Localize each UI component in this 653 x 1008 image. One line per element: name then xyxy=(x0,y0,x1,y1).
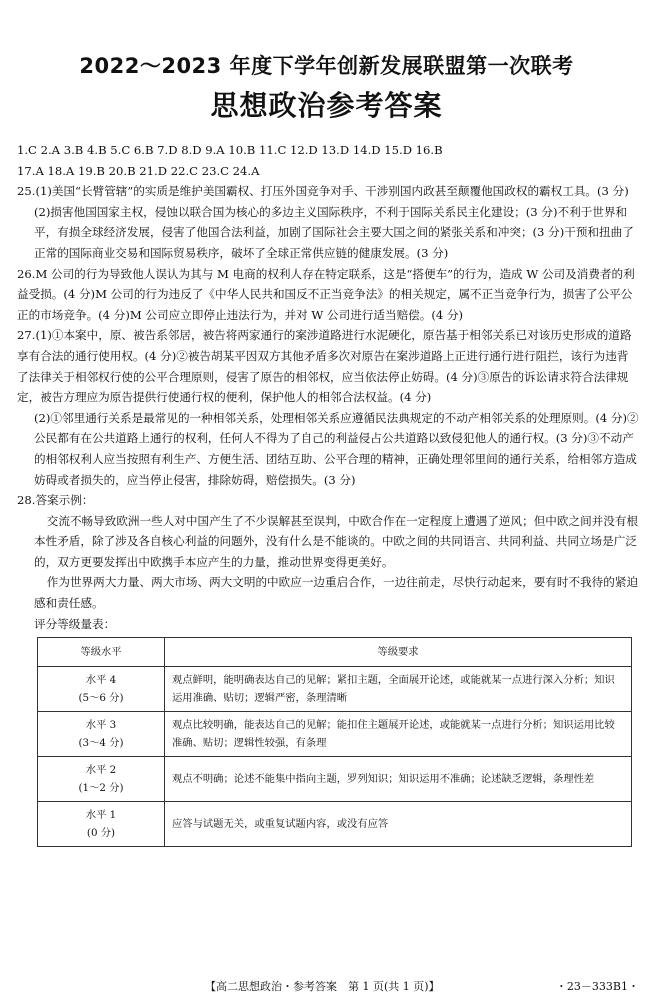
rubric-table xyxy=(37,637,632,847)
rubric-level-cell xyxy=(38,802,165,847)
rubric-level-cell xyxy=(38,757,165,802)
level-score: (1～2 分) xyxy=(78,782,124,795)
q25-part1: 25.(1)美国“长臂管辖”的实质是维护美国霸权、打压外国竞争对手、干涉别国内政甚至颠覆他国政权的霸权工具。(3 分) xyxy=(17,184,629,199)
rubric-requirement-cell: 观点鲜明，能明确表达自己的见解；紧扣主题，全面展开论述，或能就某一点进行深入分析；知识运用准确、贴切；逻辑严密，条理清晰 xyxy=(165,667,632,712)
q27-part1: 27.(1)①本案中，原、被告系邻居，被告将两家通行的案涉道路进行水泥硬化，原告基于相邻关系已对该历史形成的道路享有合法的通行使用权。(4 分)②被告胡某平因双方其他矛盾多次对原告在案涉道路上正进行通行进行阻拦，该行为违背了法律关于相邻权行使的公平合理原则，侵害了原告的相邻权，应当依法停止妨碍。(4 分)③原告的诉讼请求符合法律规定，被告方理应为原告提供行使通行权的便利，保护他人的相邻合法权益。(4 分) xyxy=(17,328,632,405)
q28-paragraph-2: 作为世界两大力量、两大市场、两大文明的中欧应一边重启合作，一边往前走，尽快行动起来，要有时不我待的紧迫感和责任感。 xyxy=(34,575,639,611)
rubric-requirement-cell: 观点不明确；论述不能集中指向主题，罗列知识；知识运用不准确；论述缺乏逻辑，条理性差 xyxy=(165,757,632,802)
document-subtitle: 思想政治参考答案 xyxy=(210,89,443,122)
rubric-header-level: 等级水平 xyxy=(38,638,165,667)
footer-page-info: 【高二思想政治・参考答案 第 1 页(共 1 页)】 xyxy=(205,980,440,993)
answer-content xyxy=(17,140,639,847)
q26-answer: 26.M 公司的行为导致他人误认为其与 M 电商的权利人存在特定联系，这是“搭便车”的行为，造成 W 公司及消费者的利益受损。(4 分)M 公司的行为违反了《中华人民共和国反不正当竞争法》的相关规定，属不正当竞争行为，损害了公平公正的市场竞争。(4 分)M 公司应立即停止违法行为，并对 W 公司进行适当赔偿。(4 分) xyxy=(17,266,635,322)
level-name: 水平 3 xyxy=(85,719,117,732)
table-row xyxy=(38,757,632,802)
rubric-level-cell xyxy=(38,667,165,712)
level-score: (3～4 分) xyxy=(78,737,124,750)
rubric-header-requirement: 等级要求 xyxy=(165,638,632,667)
choice-answers-line-1: 1.C 2.A 3.B 4.B 5.C 6.B 7.D 8.D 9.A 10.B 11.C 12.D 13.D 14.D 15.D 16.B xyxy=(17,143,443,157)
q28-paragraph-1: 交流不畅导致欧洲一些人对中国产生了不少误解甚至误判，中欧合作在一定程度上遭遇了逆风；但中欧之间并没有根本性矛盾，除了涉及各自核心利益的问题外，没有什么是不能谈的。中欧之间的共同语言、共同利益、共同立场是广泛的，双方更要发挥出中欧携手本应产生的力量，推动世界变得更美好。 xyxy=(34,513,639,569)
level-name: 水平 2 xyxy=(85,764,117,777)
choice-answers-line-2: 17.A 18.A 19.B 20.B 21.D 22.C 23.C 24.A xyxy=(17,163,260,178)
q27-part2: (2)①邻里通行关系是最常见的一种相邻关系，处理相邻关系应遵循民法典规定的不动产相邻关系的处理原则。(4 分)②公民都有在公共道路上通行的权利，任何人不得为了自己的利益侵占公共道路以致侵犯他人的通行权。(3 分)③不动产的相邻权利人应当按照有利生产、方便生活、团结互助、公平合理的精神，正确处理邻里间的通行关系，给相邻方造成妨碍或者损失的，应当停止侵害，排除妨碍，赔偿损失。(3 分) xyxy=(34,410,639,487)
level-name: 水平 1 xyxy=(85,809,117,822)
level-score: (5～6 分) xyxy=(78,692,124,705)
table-row xyxy=(38,712,632,757)
q28-label: 28.答案示例： xyxy=(17,493,94,508)
level-name: 水平 4 xyxy=(85,674,117,687)
rubric-level-cell xyxy=(38,712,165,757)
rubric-header-row xyxy=(38,638,632,667)
footer-code: ・23－333B1・ xyxy=(555,980,639,993)
table-row xyxy=(38,667,632,712)
level-score: (0 分) xyxy=(86,827,116,840)
rubric-requirement-cell: 观点比较明确，能表达自己的见解；能扣住主题展开论述，或能就某一点进行分析；知识运用比较准确、贴切；逻辑性较强，有条理 xyxy=(165,712,632,757)
rubric-requirement-cell: 应答与试题无关，或重复试题内容，或没有应答 xyxy=(165,802,632,847)
document-title: 2022～2023 年度下学年创新发展联盟第一次联考 xyxy=(79,54,574,78)
table-row xyxy=(38,802,632,847)
rubric-label: 评分等级量表： xyxy=(34,616,116,631)
q25-part2: (2)损害他国国家主权，侵蚀以联合国为核心的多边主义国际秩序，不利于国际关系民主化建设；(3 分)不利于世界和平，有损全球经济发展，侵害了他国合法利益，加剧了国际社会主要大国之间的紧张关系和冲突；(3 分)干预和扭曲了正常的国际商业交易和国际贸易秩序，破坏了全球正常供应链的健康发展。(3 分) xyxy=(34,204,634,260)
